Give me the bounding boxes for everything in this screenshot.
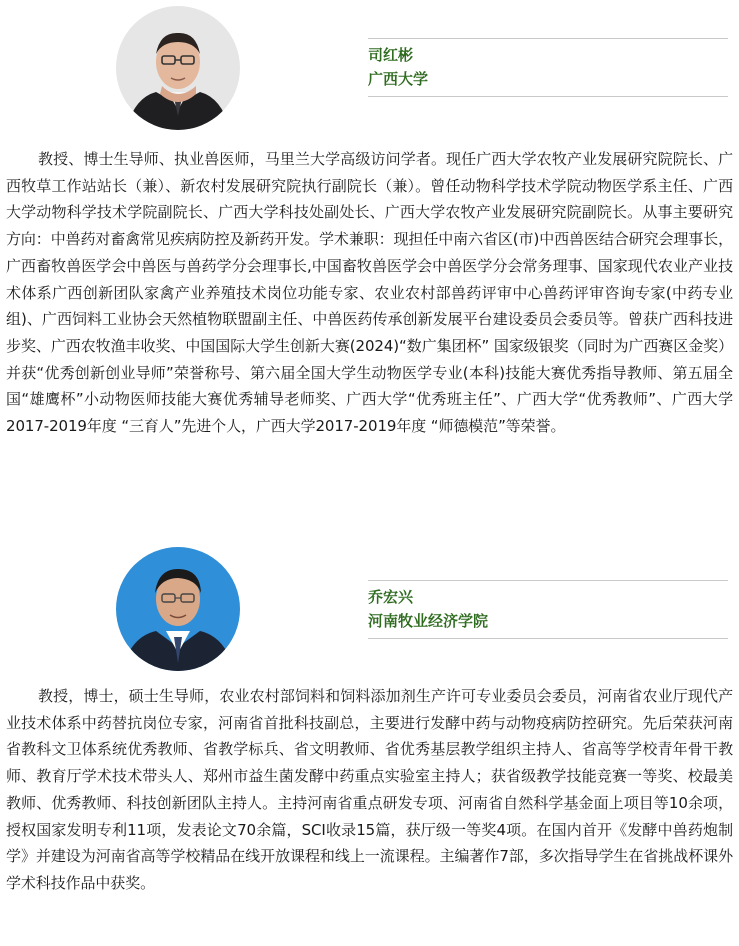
divider: [368, 580, 728, 581]
portrait-photo-icon: [116, 6, 240, 130]
divider: [368, 96, 728, 97]
avatar: [116, 6, 240, 130]
affiliation: 广西大学: [368, 70, 429, 88]
avatar: [116, 547, 240, 671]
divider: [368, 638, 728, 639]
name-block: [368, 38, 728, 97]
name-block: [368, 580, 728, 639]
affiliation: 河南牧业经济学院: [368, 612, 489, 630]
biography-text: 教授，博士，硕士生导师，农业农村部饲料和饲料添加剂生产许可专业委员会委员，河南省农业厅现代产业技术体系中药替抗岗位专家，河南省首批科技副总，主要进行发酵中药与动物疫病防控研究。先后荣获河南省教科文卫体系统优秀教师、省教学标兵、省文明教师、省优秀基层教学组织主持人、省高等学校青年骨干教师、教育厅学术技术带头人、郑州市益生菌发酵中药重点实验室主持人；获省级教学技能竞赛一等奖、校最美教师、优秀教师、科技创新团队主持人。主持河南省重点研发专项、河南省自然科学基金面上项目等10余项，授权国家发明专利11项，发表论文70余篇，SCI收录15篇，获厅级一等奖4项。在国内首开《发酵中兽药炮制学》并建设为河南省高等学校精品在线开放课程和线上一流课程。主编著作7部，多次指导学生在省挑战杯课外学术科技作品中获奖。: [6, 687, 733, 892]
portrait-photo-icon: [116, 547, 240, 671]
person-name: 乔宏兴: [368, 588, 414, 606]
divider: [368, 38, 728, 39]
biography-text: 教授、博士生导师、执业兽医师，马里兰大学高级访问学者。现任广西大学农牧产业发展研究院院长、广西牧草工作站站长（兼）、新农村发展研究院执行副院长（兼）。曾任动物科学技术学院动物医学系主任、广西大学动物科学技术学院副院长、广西大学科技处副处长、广西大学农牧产业发展研究院副院长。从事主要研究方向：中兽药对畜禽常见疾病防控及新药开发。学术兼职：现担任中南六省区(市)中西兽医结合研究会理事长，广西畜牧兽医学会中兽医与兽药学分会理事长,中国畜牧兽医学会中兽医学分会常务理事、国家现代农业产业技术体系广西创新团队家禽产业养殖技术岗位功能专家、农业农村部兽药评审中心兽药评审咨询专家(中药专业组)、广西饲料工业协会天然植物联盟副主任、中兽医药传承创新发展平台建设委员会委员等。曾获广西科技进步奖、广西农牧渔丰收奖、中国国际大学生创新大赛(2024)“数广集团杯” 国家级银奖（同时为广西赛区金奖）并获“优秀创新创业导师”荣誉称号、第六届全国大学生动物医学专业(本科)技能大赛优秀指导教师、第五届全国“雄鹰杯”小动物医师技能大赛优秀辅导老师奖、广西大学“优秀班主任”、广西大学“优秀教师”、广西大学2017-2019年度 “三育人”先进个人，广西大学2017-2019年度 “师德模范”等荣誉。: [6, 150, 733, 436]
person-name: 司红彬: [368, 46, 414, 64]
